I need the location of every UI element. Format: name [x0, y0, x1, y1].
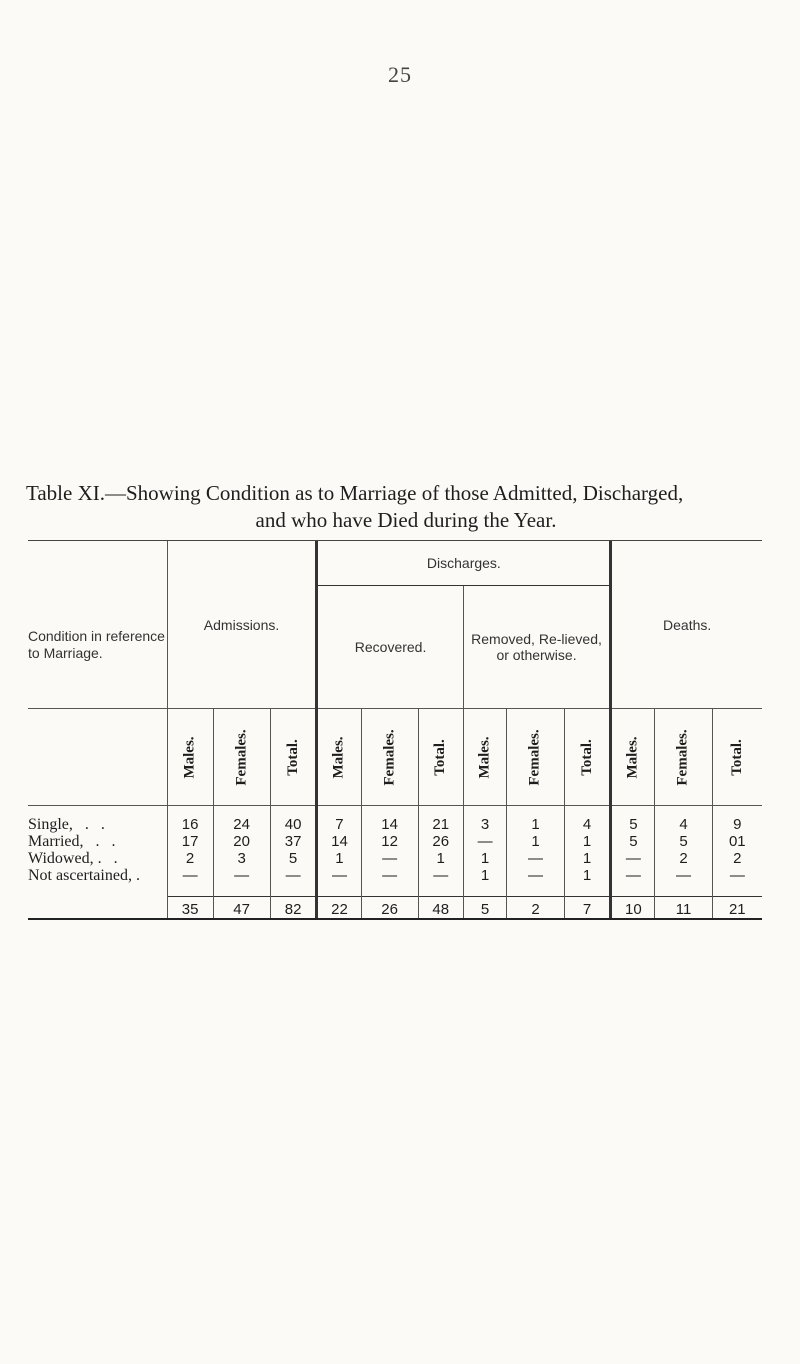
total-cell — [361, 884, 418, 918]
totals-row — [28, 884, 762, 918]
removed-header: Removed, Re-lieved, or otherwise. — [463, 586, 611, 709]
table-cell: 1 — [507, 806, 564, 834]
table-bottom-rule — [28, 918, 762, 920]
total-value: 82 — [271, 896, 316, 918]
total-cell — [712, 884, 762, 918]
table-cell: — — [507, 850, 564, 867]
total-value: 22 — [318, 896, 360, 918]
admissions-males-header: Males. — [181, 736, 198, 779]
total-value: 5 — [464, 896, 507, 918]
total-cell — [611, 884, 655, 918]
table-cell: 20 — [213, 833, 270, 850]
table-row — [28, 806, 762, 834]
total-value: 48 — [419, 896, 463, 918]
removed-total-header: Total. — [578, 739, 595, 776]
deaths-header: Deaths. — [611, 541, 762, 709]
total-cell — [418, 884, 463, 918]
table-cell: 2 — [712, 850, 762, 867]
table-cell: — — [507, 867, 564, 884]
table-cell: 24 — [213, 806, 270, 834]
table-cell: — — [270, 867, 317, 884]
table-cell: 01 — [712, 833, 762, 850]
table-cell: 1 — [507, 833, 564, 850]
row-label: Single, . . — [28, 806, 167, 834]
table-cell: 1 — [564, 833, 611, 850]
title-line-1: Table XI.—Showing Condition as to Marriage of those Admitted, Discharged, — [26, 481, 684, 505]
table-cell: — — [361, 850, 418, 867]
table-cell: 1 — [463, 850, 507, 867]
recovered-females-header: Females. — [381, 729, 398, 786]
table-cell: — — [317, 867, 361, 884]
table-cell: 4 — [655, 806, 712, 834]
table-row — [28, 867, 762, 884]
total-value: 11 — [655, 896, 711, 918]
total-cell — [167, 884, 213, 918]
deaths-females-header: Females. — [675, 729, 692, 786]
removed-females-header: Females. — [527, 729, 544, 786]
table-cell: 3 — [463, 806, 507, 834]
table-cell: 1 — [463, 867, 507, 884]
recovered-males-header: Males. — [330, 736, 347, 779]
total-value: 21 — [713, 896, 762, 918]
table-cell: — — [611, 867, 655, 884]
table-cell: 2 — [167, 850, 213, 867]
table-cell: 4 — [564, 806, 611, 834]
title-line-2: and who have Died during the Year. — [255, 508, 557, 532]
condition-subheader-blank — [28, 709, 167, 806]
table-cell: 5 — [270, 850, 317, 867]
table-cell: 5 — [611, 806, 655, 834]
total-cell — [317, 884, 361, 918]
table-cell: 9 — [712, 806, 762, 834]
discharges-header: Discharges. — [317, 541, 611, 586]
page-number: 25 — [388, 62, 412, 87]
table-cell: 5 — [655, 833, 712, 850]
table-cell: 5 — [611, 833, 655, 850]
admissions-total-header: Total. — [284, 739, 301, 776]
marriage-table — [28, 540, 762, 920]
deaths-males-header: Males. — [624, 736, 641, 779]
recovered-header: Recovered. — [317, 586, 463, 709]
recovered-total-header: Total. — [432, 739, 449, 776]
table-cell: 1 — [564, 850, 611, 867]
condition-header: Condition in reference to Marriage. — [28, 627, 165, 661]
table-cell: 2 — [655, 850, 712, 867]
total-value: 26 — [362, 896, 418, 918]
total-cell — [564, 884, 611, 918]
table-row — [28, 850, 762, 867]
table-cell: 37 — [270, 833, 317, 850]
table-cell: 12 — [361, 833, 418, 850]
table-cell: 1 — [418, 850, 463, 867]
table-cell: 16 — [167, 806, 213, 834]
table-cell: 21 — [418, 806, 463, 834]
row-label: Widowed, . . — [28, 850, 118, 867]
table-cell: — — [712, 867, 762, 884]
row-label: Not ascertained, . — [28, 867, 140, 884]
total-value: 10 — [612, 896, 654, 918]
total-value: 7 — [565, 896, 610, 918]
totals-label-blank — [28, 884, 167, 918]
table-cell: 1 — [317, 850, 361, 867]
row-label: Married, . . — [28, 833, 116, 850]
table-cell: 14 — [361, 806, 418, 834]
table-cell: — — [361, 867, 418, 884]
total-cell — [213, 884, 270, 918]
admissions-header: Admissions. — [167, 541, 317, 709]
total-value: 2 — [507, 896, 563, 918]
table-cell: 17 — [167, 833, 213, 850]
table-cell: — — [418, 867, 463, 884]
deaths-total-header: Total. — [728, 739, 745, 776]
table-cell: — — [463, 833, 507, 850]
total-value: 47 — [214, 896, 270, 918]
table-row — [28, 833, 762, 850]
total-cell — [507, 884, 564, 918]
table-cell: — — [655, 867, 712, 884]
total-cell — [655, 884, 712, 918]
table-cell: 3 — [213, 850, 270, 867]
table-cell: 26 — [418, 833, 463, 850]
table-cell: — — [213, 867, 270, 884]
removed-males-header: Males. — [476, 736, 493, 779]
table-cell: — — [167, 867, 213, 884]
table-cell: 1 — [564, 867, 611, 884]
table-cell: — — [611, 850, 655, 867]
total-cell — [270, 884, 317, 918]
table-title — [26, 480, 786, 534]
table-cell: 40 — [270, 806, 317, 834]
table-cell: 14 — [317, 833, 361, 850]
total-value: 35 — [168, 896, 213, 918]
admissions-females-header: Females. — [233, 729, 250, 786]
table-cell: 7 — [317, 806, 361, 834]
total-cell — [463, 884, 507, 918]
